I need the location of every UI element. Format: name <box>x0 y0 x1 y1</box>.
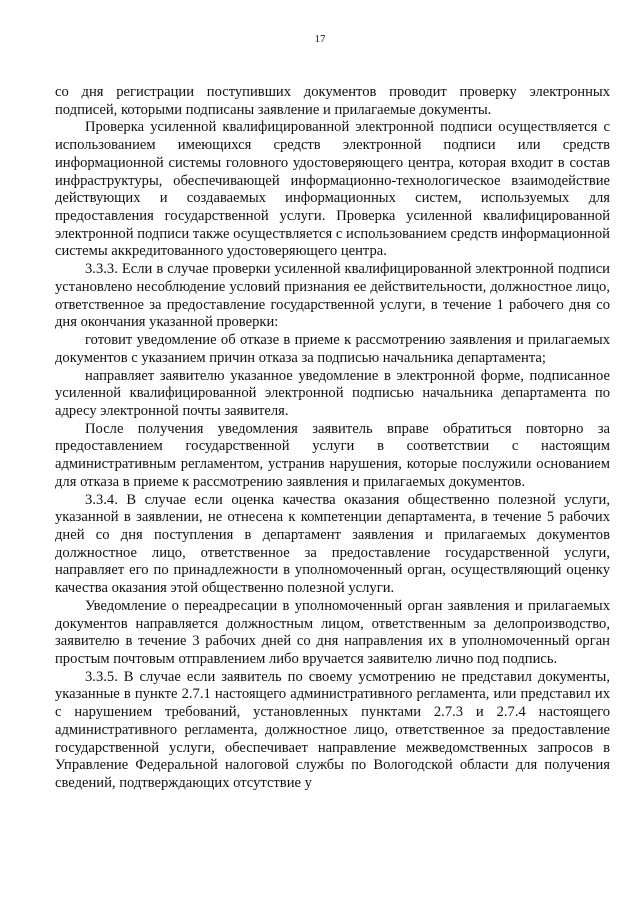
paragraph: 3.3.5. В случае если заявитель по своему усмотрению не представил документы, указанные в пункте 2.7.1 настоящего административного регламента, или представил их с нарушением требований, установленных пунктами 2.7.3 и 2.7.4 настоящего административного регламента, должностное лицо, ответственное за предоставление государственной услуги, обеспечивает направление межведомственных запросов в Управление Федеральной налоговой службы по Вологодской области для получения сведений, подтверждающих отсутствие у <box>55 668 610 792</box>
paragraph: Уведомление о переадресации в уполномоченный орган заявления и прилагаемых документов направляется должностным лицом, ответственным за делопроизводство, заявителю в течение 3 рабочих дней со дня направления их в уполномоченный орган простым почтовым отправлением либо вручается заявителю лично под подпись. <box>55 597 610 667</box>
paragraph: направляет заявителю указанное уведомление в электронной форме, подписанное усиленной квалифицированной электронной подписью начальника департамента по адресу электронной почты заявителя. <box>55 367 610 419</box>
page-number: 17 <box>314 33 326 45</box>
paragraph: 3.3.3. Если в случае проверки усиленной квалифицированной электронной подписи установлено несоблюдение условий признания ее действительности, должностное лицо, ответственное за предоставление государственной услуги, в течение 1 рабочего дня со дня окончания указанной проверки: <box>55 261 610 331</box>
paragraph: готовит уведомление об отказе в приеме к рассмотрению заявления и прилагаемых документов с указанием причин отказа за подписью начальника департамента; <box>55 332 610 366</box>
paragraph: 3.3.4. В случае если оценка качества оказания общественно полезной услуги, указанной в заявлении, не отнесена к компетенции департамента, в течение 5 рабочих дней со дня поступления в департамент заявления и прилагаемых документов должностное лицо, ответственное за предоставление государственной услуги, направляет его по принадлежности в уполномоченный орган, осуществляющий оценку качества оказания этой общественно полезной услуги. <box>55 491 610 597</box>
document-body <box>55 84 610 793</box>
paragraph: Проверка усиленной квалифицированной электронной подписи осуществляется с использованием имеющихся средств электронной подписи или средств информационной системы головного удостоверяющего центра, которая входит в состав инфраструктуры, обеспечивающей информационно-технологическое взаимодействие действующих и создаваемых информационных систем, используемых для предоставления государственной услуги. Проверка усиленной квалифицированной электронной подписи также осуществляется с использованием средств информационной системы аккредитованного удостоверяющего центра. <box>55 119 610 260</box>
paragraph: со дня регистрации поступивших документов проводит проверку электронных подписей, которыми подписаны заявление и прилагаемые документы. <box>55 84 610 118</box>
paragraph: После получения уведомления заявитель вправе обратиться повторно за предоставлением государственной услуги в соответствии с настоящим административным регламентом, устранив нарушения, которые послужили основанием для отказа в приеме к рассмотрению заявления и прилагаемых документов. <box>55 420 610 490</box>
